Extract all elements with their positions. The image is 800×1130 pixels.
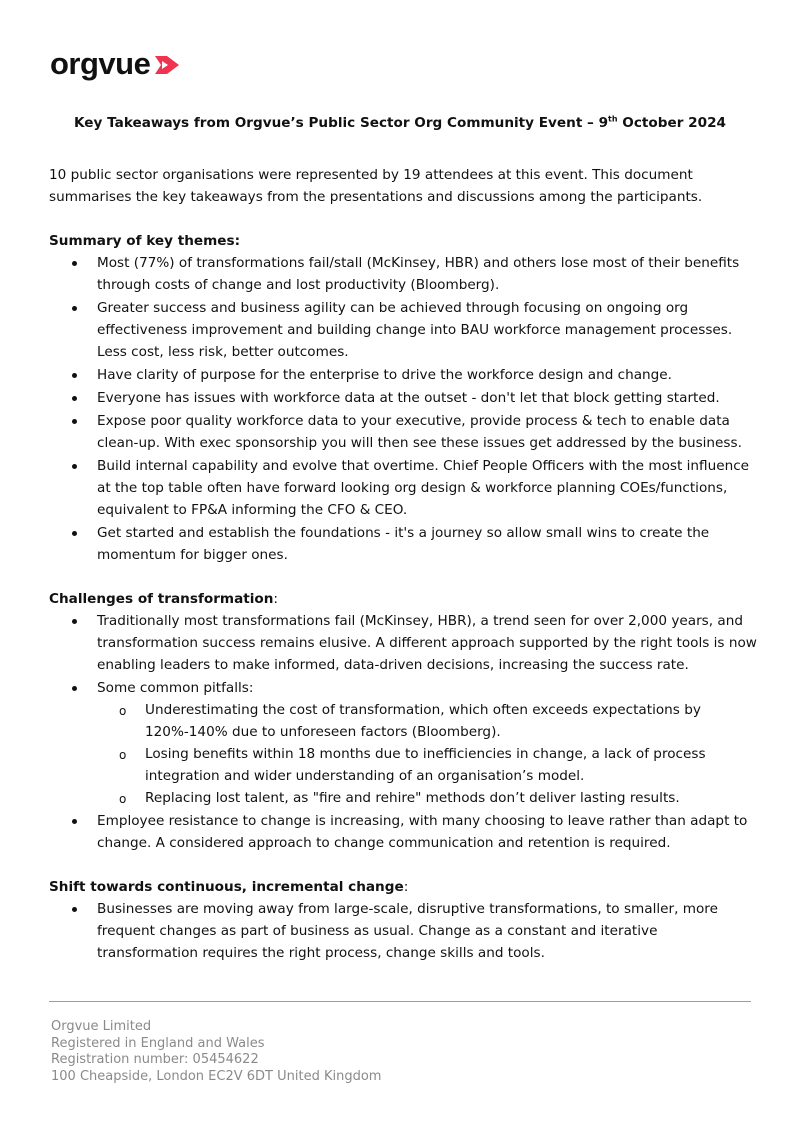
list-item: Traditionally most transformations fail (McKinsey, HBR), a trend seen for over 2,000 years, and transformation success remains elusive. A different approach supported by the right tools is now enabling leaders to make informed, data-driven decisions, increasing the success rate.: [49, 610, 757, 676]
footer-company: Orgvue Limited: [51, 1019, 152, 1034]
bullet-icon: [72, 819, 77, 824]
challenges-list: [49, 610, 757, 854]
list-item: Build internal capability and evolve that overtime. Chief People Officers with the most influence at the top table often have forward looking org design & workforce planning COEs/functions, equivalent to FP&A informing the CFO & CEO.: [49, 455, 757, 521]
sub-list-item: o Replacing lost talent, as "fire and rehire" methods don’t deliver lasting results.: [119, 790, 680, 806]
footer-address: 100 Cheapside, London EC2V 6DT United Kingdom: [51, 1068, 382, 1084]
orgvue-arrow-logo-icon: [153, 53, 181, 77]
document-title: Key Takeaways from Orgvue’s Public Sector Org Community Event – 9th October 2024: [74, 114, 726, 131]
pitfalls-sublist: [97, 699, 757, 809]
list-item: Most (77%) of transformations fail/stall (McKinsey, HBR) and others lose most of their benefits through costs of change and lost productivity (Bloomberg).: [49, 252, 757, 296]
bullet-icon: [72, 531, 77, 536]
hollow-bullet-icon: o: [119, 704, 127, 718]
orgvue-logo: [50, 48, 181, 79]
bullet-icon: [72, 419, 77, 424]
list-item: Expose poor quality workforce data to your executive, provide process & tech to enable data clean-up. With exec sponsorship you will then see these issues get addressed by the business.: [49, 410, 757, 454]
shift-list: [49, 898, 757, 964]
footer-divider: [49, 1001, 751, 1002]
section-heading-summary: Summary of key themes:: [49, 233, 241, 249]
bullet-icon: [72, 396, 77, 401]
list-item: Some common pitfalls: o Underestimating the cost of transformation, which often exceeds expectations by 120%-140% due to unforeseen factors (Bloomberg). o Losing benefits within 18 months due to inefficiencies in change, a lack of process integration and wider understanding of an organisation’s model. o Replacing lost talent, as "fire and rehire" methods don’t deliver lasting results.: [49, 677, 757, 809]
bullet-icon: [72, 261, 77, 266]
bullet-icon: [72, 306, 77, 311]
section-heading-challenges: Challenges of transformation:: [49, 591, 279, 607]
list-item: Businesses are moving away from large-scale, disruptive transformations, to smaller, more frequent changes as part of business as usual. Change as a constant and iterative transformation requires the right process, change skills and tools.: [49, 898, 757, 964]
hollow-bullet-icon: o: [119, 792, 127, 806]
list-item: Have clarity of purpose for the enterprise to drive the workforce design and change.: [49, 364, 757, 386]
footer-registration-place: Registered in England and Wales: [51, 1035, 265, 1051]
document-body: [49, 164, 757, 986]
logo-wordmark: orgvue: [50, 46, 151, 81]
bullet-icon: [72, 464, 77, 469]
intro-paragraph: 10 public sector organisations were represented by 19 attendees at this event. This document summarises the key takeaways from the presentations and discussions among the participants.: [49, 167, 703, 205]
bullet-icon: [72, 619, 77, 624]
bullet-icon: [72, 373, 77, 378]
sub-list-item: o Losing benefits within 18 months due to inefficiencies in change, a lack of process integration and wider understanding of an organisation’s model.: [119, 746, 706, 784]
footer: [51, 1019, 381, 1085]
list-item: Get started and establish the foundations - it's a journey so allow small wins to create the momentum for bigger ones.: [49, 522, 757, 566]
hollow-bullet-icon: o: [119, 748, 127, 762]
sub-list-item: o Underestimating the cost of transformation, which often exceeds expectations by 120%-140% due to unforeseen factors (Bloomberg).: [119, 702, 701, 740]
bullet-icon: [72, 686, 77, 691]
list-item: Everyone has issues with workforce data at the outset - don't let that block getting started.: [49, 387, 757, 409]
bullet-icon: [72, 907, 77, 912]
summary-list: [49, 252, 757, 566]
list-item: Employee resistance to change is increasing, with many choosing to leave rather than adapt to change. A considered approach to change communication and retention is required.: [49, 810, 757, 854]
footer-registration-number: Registration number: 05454622: [51, 1052, 259, 1067]
section-heading-shift: Shift towards continuous, incremental change:: [49, 879, 409, 895]
list-item: Greater success and business agility can be achieved through focusing on ongoing org effectiveness improvement and building change into BAU workforce management processes. Less cost, less risk, better outcomes.: [49, 297, 757, 363]
